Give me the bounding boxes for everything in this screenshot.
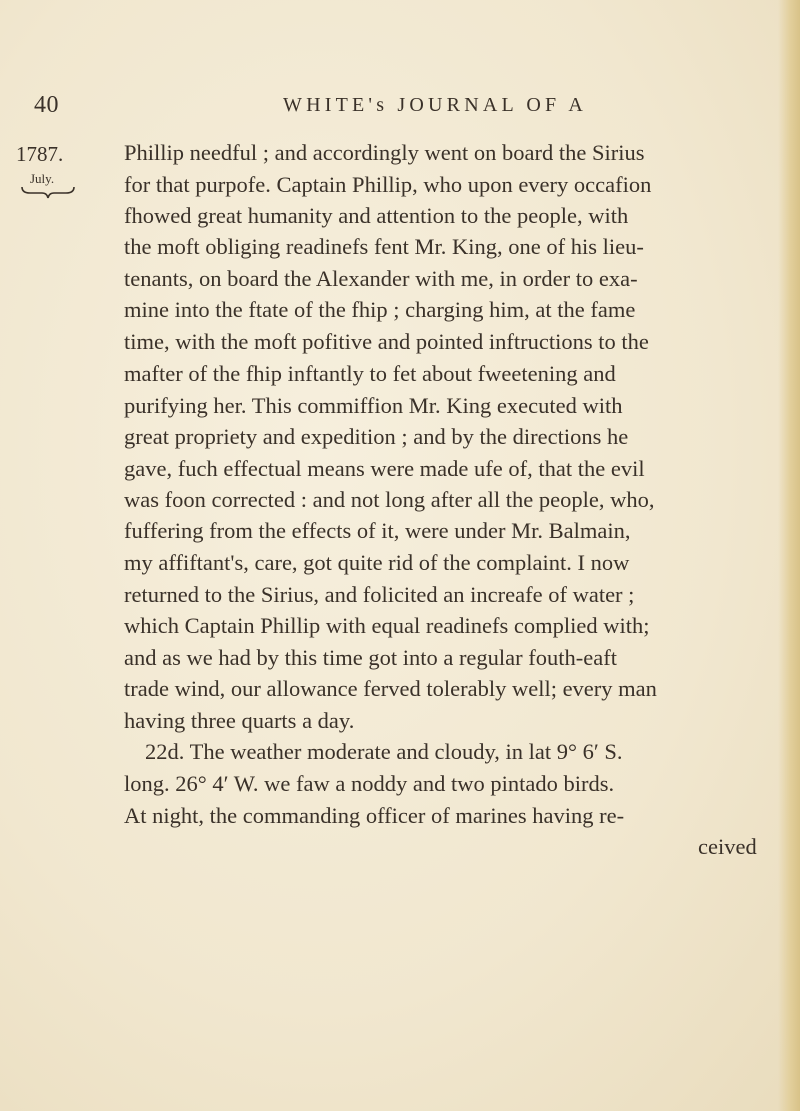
running-head: WHITE's JOURNAL OF A [283, 94, 588, 116]
body-line: At night, the commanding officer of marines having re- [124, 803, 625, 828]
body-line: ceived [698, 834, 757, 859]
body-line: returned to the Sirius, and folicited an increafe of water ; [124, 582, 635, 607]
body-line: fhowed great humanity and attention to the people, with [124, 203, 629, 228]
body-line: and as we had by this time got into a regular fouth-eaft [124, 645, 617, 670]
body-line: for that purpofe. Captain Phillip, who upon every occafion [124, 172, 652, 197]
body-line: time, with the moft pofitive and pointed inftructions to the [124, 329, 649, 354]
body-line: having three quarts a day. [124, 708, 355, 733]
body-line: trade wind, our allowance ferved tolerably well; every man [124, 676, 657, 701]
body-line: mine into the ftate of the fhip ; charging him, at the fame [124, 297, 636, 322]
body-line: which Captain Phillip with equal readinefs complied with; [124, 613, 650, 638]
body-line: long. 26° 4′ W. we faw a noddy and two pintado birds. [124, 771, 615, 796]
page-number: 40 [34, 92, 59, 118]
body-line: gave, fuch effectual means were made ufe of, that the evil [124, 456, 645, 481]
body-line: my affiftant's, care, got quite rid of the complaint. I now [124, 550, 630, 575]
body-line: 22d. The weather moderate and cloudy, in lat 9° 6′ S. [145, 739, 623, 764]
margin-month: July. [30, 171, 55, 186]
body-line: great propriety and expedition ; and by the directions he [124, 424, 629, 449]
body-line: tenants, on board the Alexander with me, in order to exa- [124, 266, 638, 291]
body-line: was foon corrected : and not long after all the people, who, [124, 487, 655, 512]
body-line: the moft obliging readinefs fent Mr. King, one of his lieu- [124, 234, 644, 259]
body-line: purifying her. This commiffion Mr. King executed with [124, 393, 623, 418]
body-line: fuffering from the effects of it, were under Mr. Balmain, [124, 518, 631, 543]
margin-year: 1787. [16, 142, 64, 166]
body-line: mafter of the fhip inftantly to fet about fweetening and [124, 361, 616, 386]
body-line: Phillip needful ; and accordingly went on board the Sirius [124, 140, 645, 165]
